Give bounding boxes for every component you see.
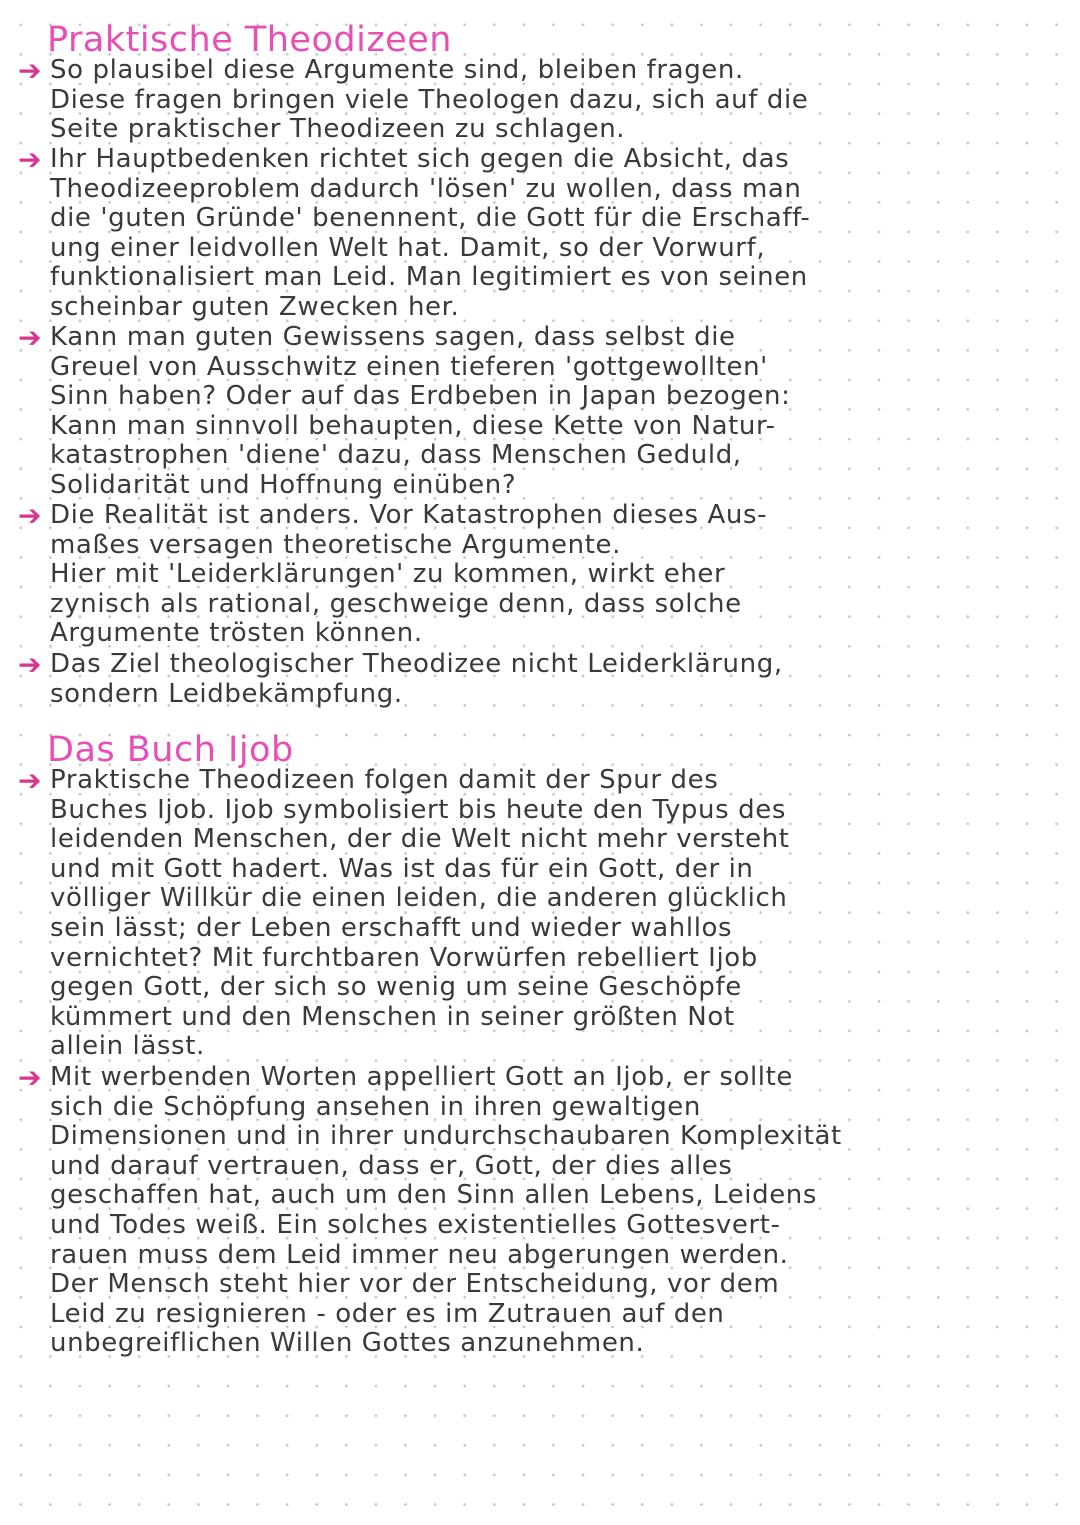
- text-line: rauen muss dem Leid immer neu abgerungen werden.: [50, 1239, 789, 1270]
- text-line: Greuel von Ausschwitz einen tieferen 'gottgewollten': [50, 351, 768, 382]
- text-line: Mit werbenden Worten appelliert Gott an Ijob, er sollte: [50, 1062, 794, 1092]
- text-line: unbegreiflichen Willen Gottes anzunehmen.: [50, 1328, 645, 1359]
- text-line: gegen Gott, der sich so wenig um seine Geschöpfe: [50, 972, 742, 1003]
- arrow-icon: ➔: [18, 764, 42, 797]
- text-line: Hier mit 'Leiderklärungen' zu kommen, wirkt eher: [50, 559, 726, 590]
- arrow-icon: ➔: [18, 648, 42, 681]
- text-line: Leid zu resignieren - oder es im Zutrauen auf den: [50, 1298, 725, 1329]
- text-line: maßes versagen theoretische Argumente.: [50, 529, 621, 560]
- text-line: Kann man sinnvoll behaupten, diese Kette von Natur-: [50, 410, 776, 441]
- text-line: sein lässt; der Leben erschafft und wieder wahllos: [50, 913, 733, 943]
- arrow-icon: ➔: [18, 143, 42, 176]
- arrow-icon: ➔: [18, 54, 42, 87]
- text-line: kümmert und den Menschen in seiner größten Not: [50, 1001, 735, 1032]
- text-line: zynisch als rational, geschweige denn, dass solche: [50, 588, 742, 619]
- text-line: geschaffen hat, auch um den Sinn allen Lebens, Leidens: [50, 1180, 818, 1211]
- text-line: sich die Schöpfung ansehen in ihren gewaltigen: [50, 1091, 701, 1122]
- text-line: katastrophen 'diene' dazu, dass Menschen Geduld,: [50, 440, 742, 471]
- text-line: vernichtet? Mit furchtbaren Vorwürfen rebelliert Ijob: [50, 942, 758, 973]
- text-line: scheinbar guten Zwecken her.: [50, 292, 460, 322]
- text-line: funktionalisiert man Leid. Man legitimiert es von seinen: [50, 262, 808, 293]
- text-line: sondern Leidbekämpfung.: [50, 678, 403, 709]
- text-line: und darauf vertrauen, dass er, Gott, der dies alles: [50, 1150, 733, 1181]
- text-line: Theodizeeproblem dadurch 'lösen' zu wollen, dass man: [50, 173, 802, 204]
- text-line: ung einer leidvollen Welt hat. Damit, so der Vorwurf,: [50, 232, 766, 263]
- text-line: Argumente trösten können.: [50, 618, 423, 649]
- text-line: und mit Gott hadert. Was ist das für ein Gott, der in: [50, 853, 754, 884]
- text-line: Kann man guten Gewissens sagen, dass selbst die: [50, 322, 736, 352]
- text-line: Dimensionen und in ihrer undurchschaubaren Komplexität: [50, 1121, 842, 1152]
- text-line: Seite praktischer Theodizeen zu schlagen.: [50, 114, 626, 145]
- text-line: Das Ziel theologischer Theodizee nicht Leiderklärung,: [50, 649, 783, 679]
- arrow-icon: ➔: [18, 499, 42, 532]
- text-line: völliger Willkür die einen leiden, die anderen glücklich: [50, 883, 788, 914]
- text-line: Ihr Hauptbedenken richtet sich gegen die Absicht, das: [50, 144, 790, 174]
- section-heading: Das Buch Ijob: [47, 730, 294, 770]
- text-line: Sinn haben? Oder auf das Erdbeben in Japan bezogen:: [50, 381, 791, 412]
- section-heading: Praktische Theodizeen: [47, 20, 452, 60]
- text-line: Diese fragen bringen viele Theologen dazu, sich auf die: [50, 84, 809, 115]
- text-line: und Todes weiß. Ein solches existentielles Gottesvert-: [50, 1210, 781, 1240]
- text-line: Die Realität ist anders. Vor Katastrophen dieses Aus-: [50, 500, 768, 530]
- text-line: Solidarität und Hoffnung einüben?: [50, 470, 517, 500]
- text-line: So plausibel diese Argumente sind, bleiben fragen.: [50, 55, 744, 85]
- text-line: allein lässt.: [50, 1031, 205, 1062]
- text-line: Buches Ijob. Ijob symbolisiert bis heute den Typus des: [50, 794, 786, 825]
- text-line: die 'guten Gründe' benennent, die Gott für die Erschaff-: [50, 203, 811, 234]
- arrow-icon: ➔: [18, 321, 42, 354]
- text-line: leidenden Menschen, der die Welt nicht mehr versteht: [50, 824, 790, 855]
- arrow-icon: ➔: [18, 1061, 42, 1094]
- text-line: Praktische Theodizeen folgen damit der Spur des: [50, 765, 719, 795]
- text-line: Der Mensch steht hier vor der Entscheidung, vor dem: [50, 1269, 780, 1300]
